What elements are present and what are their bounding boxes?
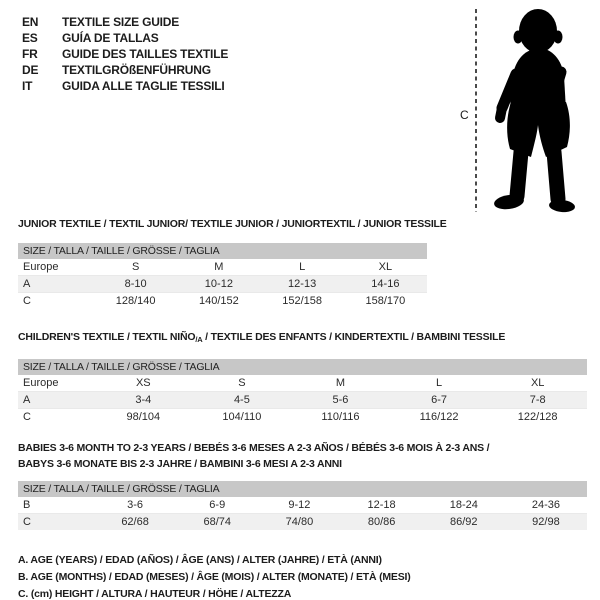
footnotes (18, 552, 587, 600)
size-value: 116/122 (419, 411, 459, 423)
baby-figure (448, 4, 592, 216)
size-value: 5-6 (332, 394, 349, 406)
children-table-body (18, 375, 587, 425)
heading-text: BABIES 3-6 MONTH TO 2-3 YEARS / BEBÉS 3-6 MESES A 2-3 AÑOS / BÉBÉS 3-6 MOIS À 2-3 ANS / (18, 442, 490, 454)
language-code: ES (22, 31, 38, 45)
row-label: Europe (23, 261, 59, 273)
size-value: 9-12 (288, 499, 311, 511)
row-label: A (23, 394, 31, 406)
size-header-band: SIZE / TALLA / TAILLE / GRÖSSE / TAGLIA (18, 359, 587, 375)
section-heading-line (18, 329, 587, 348)
table-row (18, 392, 587, 409)
size-value: 7-8 (529, 394, 546, 406)
size-value: 104/110 (222, 411, 262, 423)
size-value: XS (135, 377, 151, 389)
language-title: TEXTILE SIZE GUIDE (62, 15, 180, 29)
baby-silhouette-icon (493, 9, 575, 213)
row-label: B (23, 499, 31, 511)
row-label: C (23, 516, 31, 528)
language-title: GUIDA ALLE TAGLIE TESSILI (62, 79, 225, 93)
heading-text: / TEXTILE DES ENFANTS / KINDERTEXTIL / BAMBINI TESSILE (202, 331, 506, 343)
size-value: 4-5 (233, 394, 250, 406)
table-row (18, 409, 587, 425)
language-title: GUÍA DE TALLAS (62, 31, 159, 45)
size-value: 158/170 (365, 295, 406, 307)
size-value: 12-13 (288, 278, 317, 290)
language-code: IT (22, 79, 33, 93)
table-row (18, 375, 587, 392)
heading-text: JUNIOR TEXTILE / TEXTIL JUNIOR/ TEXTILE JUNIOR / JUNIORTEXTIL / JUNIOR TESSILE (18, 218, 447, 230)
table-row (18, 514, 587, 530)
table-row (18, 293, 427, 309)
junior-size-table (18, 243, 427, 309)
size-value: 98/104 (126, 411, 161, 423)
junior-section-heading (18, 216, 587, 232)
size-value: 128/140 (115, 295, 156, 307)
size-value: 8-10 (124, 278, 147, 290)
size-value: 3-6 (127, 499, 144, 511)
height-measure-label: C (460, 108, 469, 122)
size-value: S (131, 261, 140, 273)
size-value: 3-4 (135, 394, 152, 406)
children-section-heading (18, 329, 587, 348)
babies-section-heading (18, 440, 587, 472)
heading-subscript: /A (195, 335, 203, 344)
section-heading-line (18, 216, 587, 232)
section-heading-line (18, 456, 587, 472)
size-value: 80/86 (367, 516, 396, 528)
table-row (18, 259, 427, 276)
babies-table-body (18, 497, 587, 530)
junior-table-body (18, 259, 427, 309)
size-value: 110/116 (321, 411, 360, 423)
size-header-band: SIZE / TALLA / TAILLE / GRÖSSE / TAGLIA (18, 481, 587, 497)
size-value: 10-12 (204, 278, 233, 290)
size-value: 152/158 (282, 295, 322, 307)
size-value: S (238, 377, 246, 389)
language-title: TEXTILGRÖßENFÜHRUNG (62, 63, 211, 77)
size-value: 92/98 (532, 516, 560, 528)
size-value: 24-36 (531, 499, 561, 511)
language-code: FR (22, 47, 38, 61)
size-value: 6-7 (431, 394, 448, 406)
size-value: 12-18 (367, 499, 396, 511)
size-value: M (214, 261, 224, 273)
language-code: EN (22, 15, 39, 29)
children-size-table (18, 359, 587, 425)
size-value: 6-9 (209, 499, 226, 511)
size-value: 122/128 (517, 411, 558, 423)
size-header-band: SIZE / TALLA / TAILLE / GRÖSSE / TAGLIA (18, 243, 427, 259)
language-title: GUIDE DES TAILLES TEXTILE (62, 47, 229, 61)
size-value: 14-16 (371, 278, 400, 290)
size-value: L (436, 377, 443, 389)
table-row (18, 497, 587, 514)
size-value: M (335, 377, 346, 389)
heading-text: BABYS 3-6 MONATE BIS 2-3 JAHRE / BAMBINI 3-6 MESI A 2-3 ANNI (18, 458, 342, 470)
row-label: A (23, 278, 31, 290)
footnote: B. AGE (MONTHS) / EDAD (MESES) / ÂGE (MOIS) / ALTER (MONATE) / ETÀ (MESI) (18, 571, 411, 583)
size-value: 74/80 (285, 516, 314, 528)
size-value: XL (378, 261, 393, 273)
size-value: 140/152 (198, 295, 239, 307)
table-row (18, 276, 427, 293)
size-value: XL (530, 377, 545, 389)
footnote: A. AGE (YEARS) / EDAD (AÑOS) / ÂGE (ANS) / ALTER (JAHRE) / ETÀ (ANNI) (18, 554, 382, 566)
row-label: C (23, 411, 31, 423)
size-value: 18-24 (449, 499, 478, 511)
size-value: L (299, 261, 306, 273)
heading-text: CHILDREN'S TEXTILE / TEXTIL NIÑO (18, 331, 196, 343)
footnote: C. (cm) HEIGHT / ALTURA / HAUTEUR / HÖHE / ALTEZZA (18, 588, 292, 600)
babies-size-table (18, 481, 587, 530)
size-value: 62/68 (121, 516, 149, 528)
section-heading-line (18, 440, 587, 456)
language-code: DE (22, 63, 39, 77)
row-label: C (23, 295, 31, 307)
size-value: 86/92 (450, 516, 478, 528)
size-value: 68/74 (203, 516, 232, 528)
row-label: Europe (23, 377, 59, 389)
